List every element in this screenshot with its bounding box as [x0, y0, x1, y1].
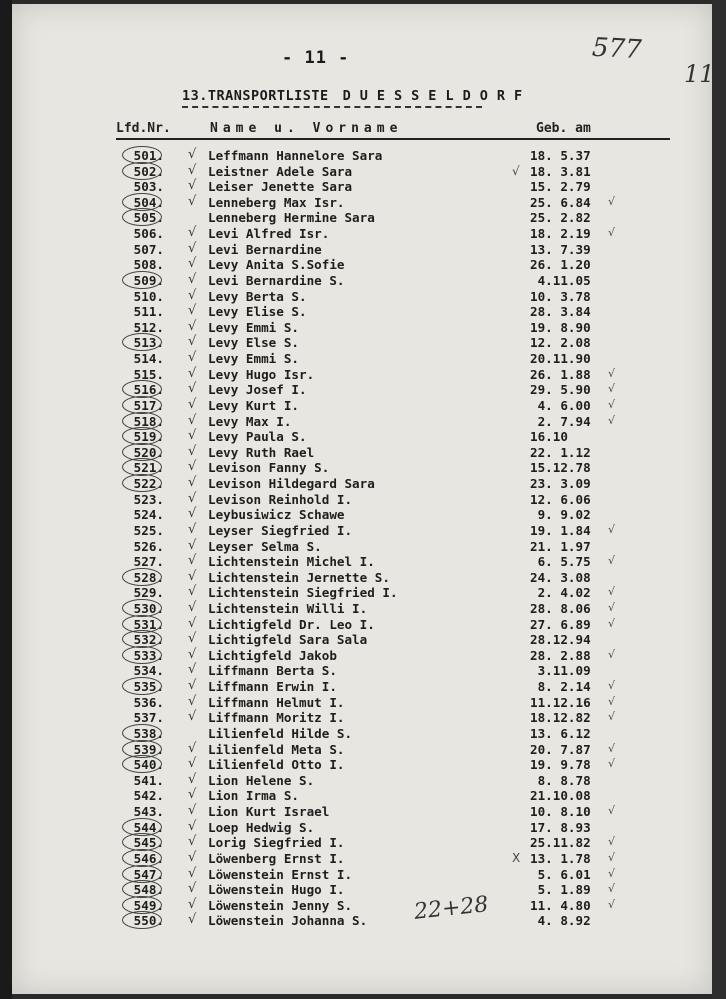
check-mark-icon: √ [188, 756, 197, 772]
row-number: 518. [116, 414, 164, 429]
birth-date: 10. 3.78 [530, 288, 591, 304]
list-row [12, 460, 712, 476]
list-row [12, 414, 712, 430]
person-name: Levy Elise S. [208, 304, 307, 320]
check-mark-icon: √ [188, 178, 197, 194]
birth-date: 12. 6.06 [530, 491, 591, 507]
person-name: Lion Irma S. [208, 788, 299, 804]
list-row [12, 804, 712, 820]
list-row [12, 273, 712, 289]
birth-date: 26. 1.88 [530, 366, 591, 382]
row-number: 547. [116, 867, 164, 882]
list-row [12, 851, 712, 867]
column-header-nr: Lfd.Nr. [116, 121, 171, 136]
title-underline [182, 106, 482, 108]
person-name: Lilienfeld Hilde S. [208, 725, 353, 741]
person-name: Loep Hedwig S. [208, 819, 315, 835]
person-name: Levy Hugo Isr. [208, 366, 315, 382]
row-number: 521. [116, 460, 164, 475]
birth-date: 19. 8.90 [530, 319, 591, 335]
check-mark-icon: √ [188, 537, 197, 553]
birth-date: 4.11.05 [530, 272, 591, 288]
row-number: 517. [116, 398, 164, 413]
check-mark-icon: √ [188, 318, 197, 334]
person-name: Lenneberg Max Isr. [208, 194, 345, 210]
row-number: 545. [116, 835, 164, 850]
list-row [12, 539, 712, 555]
list-row [12, 445, 712, 461]
list-row [12, 257, 712, 273]
row-number: 519. [116, 429, 164, 444]
person-name: Lichtenstein Willi I. [208, 600, 368, 616]
list-row [12, 210, 712, 226]
row-number: 523. [133, 491, 164, 507]
date-check-mark: √ [608, 741, 616, 755]
check-mark-icon: √ [188, 287, 197, 303]
birth-date: 23. 3.09 [530, 476, 591, 492]
date-check-mark: √ [608, 835, 616, 849]
check-mark-icon: √ [188, 381, 197, 397]
check-mark-icon: √ [188, 584, 197, 600]
list-row [12, 179, 712, 195]
check-mark-icon: √ [188, 771, 197, 787]
row-number: 536. [133, 694, 164, 710]
person-name: Levison Fanny S. [208, 460, 330, 476]
list-row [12, 335, 712, 351]
date-check-mark: √ [608, 757, 616, 771]
list-row [12, 882, 712, 898]
date-check-mark: √ [608, 194, 616, 208]
check-mark-icon: √ [188, 912, 197, 928]
date-check-mark: √ [608, 585, 616, 599]
row-number: 541. [133, 772, 164, 788]
check-mark-icon: √ [188, 599, 197, 615]
circle-mark [122, 646, 162, 664]
circle-mark [122, 911, 162, 929]
check-mark-icon: √ [188, 615, 197, 631]
list-row [12, 523, 712, 539]
check-mark-icon: √ [188, 678, 197, 694]
birth-date: 15. 2.79 [530, 179, 591, 195]
list-row [12, 398, 712, 414]
list-row [12, 742, 712, 758]
list-row [12, 726, 712, 742]
check-mark-icon: √ [188, 225, 197, 241]
birth-date: 13. 1.78 [530, 850, 591, 866]
list-row [12, 679, 712, 695]
row-number: 533. [116, 648, 164, 663]
list-row [12, 632, 712, 648]
check-mark-icon: √ [188, 834, 197, 850]
birth-date: 9. 9.02 [530, 507, 591, 523]
check-mark-icon: √ [188, 475, 197, 491]
person-name: Levy Anita S.Sofie [208, 257, 345, 273]
birth-date: 18. 3.81 [530, 163, 591, 179]
scan-edge-right [712, 0, 726, 999]
birth-date: 28. 2.88 [530, 647, 591, 663]
date-check-mark: √ [608, 710, 616, 724]
birth-date: 2. 7.94 [530, 413, 591, 429]
birth-date: 18. 2.19 [530, 226, 591, 242]
check-mark-icon: √ [188, 631, 197, 647]
check-mark-icon: √ [188, 428, 197, 444]
check-mark-icon: √ [188, 818, 197, 834]
check-mark-icon: √ [188, 506, 197, 522]
row-number: 540. [116, 757, 164, 772]
date-check-mark: √ [608, 616, 616, 630]
row-number: 501. [116, 148, 164, 163]
birth-date: 11.12.16 [530, 694, 591, 710]
date-check-mark: √ [608, 382, 616, 396]
check-mark-icon: √ [188, 787, 197, 803]
list-row [12, 289, 712, 305]
check-mark-icon: √ [188, 162, 197, 178]
birth-date: 4. 8.92 [530, 913, 591, 929]
date-check-mark: √ [608, 413, 616, 427]
row-number: 530. [116, 601, 164, 616]
row-number: 506. [133, 226, 164, 242]
column-header-date: Geb. am [536, 121, 591, 136]
check-mark-icon: √ [188, 803, 197, 819]
person-name: Löwenstein Ernst I. [208, 866, 353, 882]
birth-date: 24. 3.08 [530, 569, 591, 585]
birth-date: 8. 2.14 [530, 679, 591, 695]
list-row [12, 820, 712, 836]
title-city: DUESSELDORF [342, 88, 532, 104]
row-number: 528. [116, 570, 164, 585]
person-name: Lichtigfeld Dr. Leo I. [208, 616, 375, 632]
birth-date: 18.12.82 [530, 710, 591, 726]
list-row [12, 710, 712, 726]
check-mark-icon: √ [188, 147, 197, 162]
birth-date: 28. 8.06 [530, 600, 591, 616]
list-row [12, 695, 712, 711]
row-number: 543. [133, 804, 164, 820]
birth-date: 28.12.94 [530, 632, 591, 648]
person-name: Lion Helene S. [208, 772, 315, 788]
person-name: Leistner Adele Sara [208, 163, 353, 179]
list-row [12, 367, 712, 383]
check-mark-icon: √ [188, 396, 197, 412]
birth-date: 20.11.90 [530, 351, 591, 367]
list-row [12, 585, 712, 601]
person-name: Levy Ruth Rael [208, 444, 315, 460]
row-number: 502. [116, 164, 164, 179]
birth-date: 28. 3.84 [530, 304, 591, 320]
document-title [182, 88, 531, 104]
person-name: Levy Else S. [208, 335, 299, 351]
list-row [12, 476, 712, 492]
list-row [12, 351, 712, 367]
list-row [12, 492, 712, 508]
row-number: 524. [133, 507, 164, 523]
person-name: Liffmann Helmut I. [208, 694, 345, 710]
person-name: Levy Paula S. [208, 429, 307, 445]
row-number: 537. [133, 710, 164, 726]
person-name: Levison Reinhold I. [208, 491, 353, 507]
birth-date: 6. 5.75 [530, 554, 591, 570]
row-number: 512. [133, 319, 164, 335]
check-mark-icon: √ [188, 334, 197, 350]
birth-date: 10. 8.10 [530, 804, 591, 820]
check-mark-icon: √ [188, 412, 197, 428]
date-check-mark: √ [608, 897, 616, 911]
check-mark-icon: √ [188, 193, 197, 209]
list-row [12, 242, 712, 258]
person-name: Leyser Siegfried I. [208, 522, 353, 538]
circle-mark [122, 271, 162, 289]
person-name: Lichtenstein Jernette S. [208, 569, 390, 585]
date-check-mark: √ [608, 850, 616, 864]
birth-date: 21.10.08 [530, 788, 591, 804]
row-number: 531. [116, 617, 164, 632]
birth-date: 15.12.78 [530, 460, 591, 476]
check-mark-icon: √ [188, 693, 197, 709]
birth-date: 18. 5.37 [530, 148, 591, 163]
date-check-mark: √ [608, 647, 616, 661]
circle-mark [122, 474, 162, 492]
birth-date: 2. 4.02 [530, 585, 591, 601]
birth-date: 22. 1.12 [530, 444, 591, 460]
row-number: 546. [116, 851, 164, 866]
birth-date: 27. 6.89 [530, 616, 591, 632]
birth-date: 26. 1.20 [530, 257, 591, 273]
birth-date: 19. 1.84 [530, 522, 591, 538]
list-row [12, 867, 712, 883]
row-number: 526. [133, 538, 164, 554]
row-number: 520. [116, 445, 164, 460]
list-row [12, 148, 712, 164]
circle-mark [122, 677, 162, 695]
row-number: 507. [133, 241, 164, 257]
margin-mark: 11 [684, 60, 715, 88]
person-name: Lorig Siegfried I. [208, 835, 345, 851]
row-number: 515. [133, 366, 164, 382]
list-row [12, 570, 712, 586]
check-mark-icon: √ [188, 240, 197, 256]
person-name: Leyser Selma S. [208, 538, 322, 554]
date-check-mark: √ [608, 522, 616, 536]
check-mark-icon: √ [188, 256, 197, 272]
check-mark-icon: √ [188, 662, 197, 678]
birth-date: 21. 1.97 [530, 538, 591, 554]
person-name: Löwenstein Johanna S. [208, 913, 368, 929]
list-row [12, 164, 712, 180]
archive-number: 577 [591, 32, 643, 66]
check-mark-icon: √ [188, 303, 197, 319]
birth-date: 13. 6.12 [530, 725, 591, 741]
person-name: Levy Max I. [208, 413, 292, 429]
list-row [12, 898, 712, 914]
circle-mark [122, 162, 162, 180]
circle-mark [122, 755, 162, 773]
birth-date: 8. 8.78 [530, 772, 591, 788]
row-number: 534. [133, 663, 164, 679]
birth-date: 20. 7.87 [530, 741, 591, 757]
check-mark-icon: √ [188, 521, 197, 537]
date-check-mark: √ [608, 679, 616, 693]
list-row [12, 601, 712, 617]
title-prefix: 13.TRANSPORTLISTE [182, 88, 329, 104]
list-row [12, 648, 712, 664]
check-mark-icon: √ [188, 568, 197, 584]
row-number: 542. [133, 788, 164, 804]
person-name: Levy Kurt I. [208, 397, 299, 413]
date-check-mark: √ [608, 554, 616, 568]
birth-date: 19. 9.78 [530, 757, 591, 773]
person-name: Levi Alfred Isr. [208, 226, 330, 242]
list-row [12, 663, 712, 679]
birth-date: 3.11.09 [530, 663, 591, 679]
person-name: Leffmann Hannelore Sara [208, 148, 383, 163]
row-number: 529. [133, 585, 164, 601]
row-number: 550. [116, 913, 164, 928]
check-mark-icon: √ [188, 459, 197, 475]
person-name: Leybusiwicz Schawe [208, 507, 345, 523]
date-check-mark: √ [608, 226, 616, 240]
check-mark-icon: √ [188, 443, 197, 459]
birth-date: 5. 6.01 [530, 866, 591, 882]
circle-mark [122, 568, 162, 586]
person-name: Levy Emmi S. [208, 351, 299, 367]
check-mark-icon: √ [188, 849, 197, 865]
check-mark-icon: √ [188, 365, 197, 381]
person-name: Lenneberg Hermine Sara [208, 210, 375, 226]
check-mark-icon: √ [188, 490, 197, 506]
person-name: Lichtigfeld Sara Sala [208, 632, 368, 648]
birth-date: 25.11.82 [530, 835, 591, 851]
birth-date: 25. 2.82 [530, 210, 591, 226]
list-row [12, 195, 712, 211]
row-number: 510. [133, 288, 164, 304]
check-mark-icon: √ [188, 865, 197, 881]
person-name: Löwenberg Ernst I. [208, 850, 345, 866]
check-mark-icon: √ [188, 709, 197, 725]
row-number: 513. [116, 335, 164, 350]
list-row [12, 913, 712, 929]
person-name: Levi Bernardine [208, 241, 322, 257]
birth-date: 29. 5.90 [530, 382, 591, 398]
person-name: Lilienfeld Meta S. [208, 741, 345, 757]
person-name: Liffmann Moritz I. [208, 710, 345, 726]
check-mark-icon: √ [188, 553, 197, 569]
person-name: Liffmann Berta S. [208, 663, 337, 679]
list-row [12, 617, 712, 633]
document-page [12, 4, 715, 994]
column-header-name: Name u. Vorname [210, 121, 403, 136]
list-row [12, 226, 712, 242]
list-row [12, 320, 712, 336]
person-name: Liffmann Erwin I. [208, 679, 337, 695]
row-number: 511. [133, 304, 164, 320]
date-check-mark: √ [608, 804, 616, 818]
date-check-mark: √ [608, 694, 616, 708]
person-name: Lichtenstein Michel I. [208, 554, 375, 570]
list-row [12, 507, 712, 523]
row-number: 505. [116, 210, 164, 225]
row-number: 548. [116, 882, 164, 897]
person-name: Lion Kurt Israel [208, 804, 330, 820]
birth-date: 25. 6.84 [530, 194, 591, 210]
margin-annotation: X [512, 850, 521, 865]
check-mark-icon: √ [188, 740, 197, 756]
row-number: 503. [133, 179, 164, 195]
date-check-mark: √ [608, 866, 616, 880]
birth-date: 5. 1.89 [530, 882, 591, 898]
row-number: 509. [116, 273, 164, 288]
person-name: Löwenstein Jenny S. [208, 897, 353, 913]
birth-date: 13. 7.39 [530, 241, 591, 257]
birth-date: 17. 8.93 [530, 819, 591, 835]
row-number: 539. [116, 742, 164, 757]
list-row [12, 757, 712, 773]
row-number: 504. [116, 195, 164, 210]
list-row [12, 773, 712, 789]
row-number: 522. [116, 476, 164, 491]
date-check-mark: √ [608, 882, 616, 896]
person-name: Levi Bernardine S. [208, 272, 345, 288]
scan-edge [0, 0, 12, 999]
list-row [12, 554, 712, 570]
circle-mark [122, 208, 162, 226]
handwritten-note: 22+28 [412, 892, 490, 925]
check-mark-icon: √ [188, 350, 197, 366]
birth-date: 11. 4.80 [530, 897, 591, 913]
list-row [12, 304, 712, 320]
check-mark-icon: √ [188, 646, 197, 662]
person-name: Lichtigfeld Jakob [208, 647, 337, 663]
person-name: Lichtenstein Siegfried I. [208, 585, 398, 601]
list-row [12, 788, 712, 804]
birth-date: 4. 6.00 [530, 397, 591, 413]
row-number: 538. [116, 726, 164, 741]
person-name: Levy Josef I. [208, 382, 307, 398]
person-name: Leiser Jenette Sara [208, 179, 353, 195]
row-number: 532. [116, 632, 164, 647]
birth-date: 12. 2.08 [530, 335, 591, 351]
page-number: - 11 - [282, 48, 350, 68]
list-row [12, 382, 712, 398]
row-number: 525. [133, 522, 164, 538]
row-number: 514. [133, 351, 164, 367]
row-number: 516. [116, 382, 164, 397]
check-mark-icon: √ [188, 896, 197, 912]
header-rule [116, 138, 670, 140]
row-number: 544. [116, 820, 164, 835]
person-name: Levison Hildegard Sara [208, 476, 375, 492]
check-mark-icon: √ [188, 881, 197, 897]
margin-annotation: √ [512, 163, 520, 178]
row-number: 527. [133, 554, 164, 570]
list-row [12, 835, 712, 851]
row-number: 508. [133, 257, 164, 273]
date-check-mark: √ [608, 397, 616, 411]
person-name: Lilienfeld Otto I. [208, 757, 345, 773]
person-name: Levy Berta S. [208, 288, 307, 304]
person-name: Levy Emmi S. [208, 319, 299, 335]
date-check-mark: √ [608, 366, 616, 380]
row-number: 549. [116, 898, 164, 913]
row-number: 535. [116, 679, 164, 694]
date-check-mark: √ [608, 600, 616, 614]
list-row [12, 429, 712, 445]
person-name: Löwenstein Hugo I. [208, 882, 345, 898]
check-mark-icon: √ [188, 271, 197, 287]
circle-mark [122, 333, 162, 351]
birth-date: 16.10 [530, 429, 568, 445]
